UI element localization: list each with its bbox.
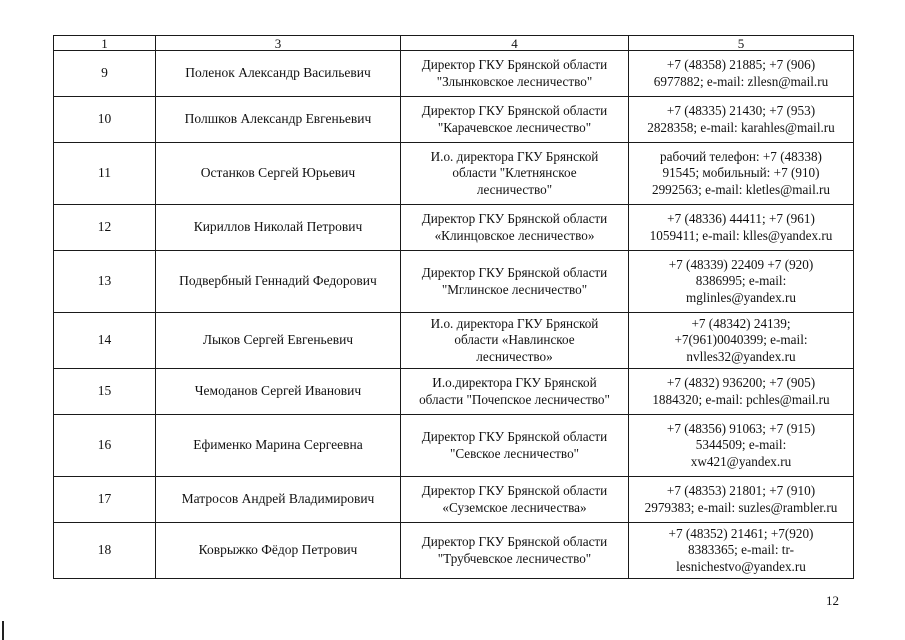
position-line: И.о.директора ГКУ Брянской (432, 375, 597, 390)
table-row (54, 143, 854, 205)
column-header-number: 1 (54, 36, 156, 51)
contact-line: 8383365; e-mail: tr- (688, 542, 794, 558)
contact-line: рабочий телефон: +7 (48338) (660, 148, 822, 164)
position-line: области "Клетнянское (452, 165, 577, 181)
row-number: 17 (54, 477, 156, 523)
contacts-table (53, 35, 854, 579)
contacts-cell (629, 369, 854, 415)
person-name: Лыков Сергей Евгеньевич (156, 313, 401, 369)
position-cell (401, 369, 629, 415)
contact-line: +7 (48353) 21801; +7 (910) (666, 483, 816, 498)
contacts-cell (629, 251, 854, 313)
position-line: области "Почепское лесничество" (419, 391, 610, 407)
page-number: 12 (826, 593, 839, 608)
person-name: Останков Сергей Юрьевич (156, 143, 401, 205)
position-line: Директор ГКУ Брянской области (421, 483, 608, 498)
contacts-cell (629, 477, 854, 523)
contact-line: 1059411; e-mail: klles@yandex.ru (649, 227, 833, 243)
header-row (54, 36, 854, 51)
row-number: 14 (54, 313, 156, 369)
person-name: Кириллов Николай Петрович (156, 205, 401, 251)
position-cell (401, 523, 629, 579)
position-cell (401, 477, 629, 523)
contacts-cell (629, 523, 854, 579)
row-number: 10 (54, 97, 156, 143)
contact-line: 2992563; e-mail: kletles@mail.ru (651, 181, 831, 197)
position-line: Директор ГКУ Брянской области (421, 429, 608, 444)
contact-line: +7 (48358) 21885; +7 (906) (666, 57, 816, 72)
contacts-cell (629, 143, 854, 205)
position-line: "Севское лесничество" (449, 445, 580, 461)
table-row (54, 251, 854, 313)
contact-line: +7 (4832) 936200; +7 (905) (666, 375, 816, 390)
position-cell (401, 415, 629, 477)
contact-line: 1884320; e-mail: pchles@mail.ru (652, 391, 830, 407)
person-name: Матросов Андрей Владимирович (156, 477, 401, 523)
person-name: Коврыжко Фёдор Петрович (156, 523, 401, 579)
row-number: 13 (54, 251, 156, 313)
position-cell (401, 313, 629, 369)
person-name: Чемоданов Сергей Иванович (156, 369, 401, 415)
contact-line: lesnichestvo@yandex.ru (676, 558, 806, 574)
contact-line: +7 (48342) 24139; (691, 315, 791, 331)
contacts-cell (629, 51, 854, 97)
column-header-contacts: 5 (629, 36, 854, 51)
contacts-cell (629, 313, 854, 369)
position-line: «Клинцовское лесничество» (434, 227, 595, 243)
contact-line: 6977882; e-mail: zllesn@mail.ru (653, 73, 829, 89)
row-number: 16 (54, 415, 156, 477)
person-name: Полшков Александр Евгеньевич (156, 97, 401, 143)
position-line: «Суземское лесничества» (442, 499, 587, 515)
contact-line: 8386995; e-mail: (695, 273, 787, 289)
position-cell (401, 205, 629, 251)
contact-line: +7 (48339) 22409 +7 (920) (668, 256, 814, 272)
contact-line: +7(961)0040399; e-mail: (674, 332, 808, 348)
table-row (54, 205, 854, 251)
position-cell (401, 251, 629, 313)
contact-line: 2979383; e-mail: suzles@rambler.ru (644, 499, 838, 515)
row-number: 18 (54, 523, 156, 579)
contact-line: nvlles32@yandex.ru (686, 348, 796, 364)
row-number: 12 (54, 205, 156, 251)
scan-edge-mark (2, 621, 4, 640)
contacts-cell (629, 97, 854, 143)
position-line: Директор ГКУ Брянской области (421, 103, 608, 118)
table-row (54, 477, 854, 523)
position-line: Директор ГКУ Брянской области (421, 211, 608, 226)
contact-line: 5344509; e-mail: (695, 437, 787, 453)
column-header-name: 3 (156, 36, 401, 51)
position-line: И.о. директора ГКУ Брянской (430, 148, 599, 164)
table-body (54, 51, 854, 579)
position-line: И.о. директора ГКУ Брянской (430, 315, 599, 331)
table-row (54, 313, 854, 369)
position-cell (401, 51, 629, 97)
position-line: лесничество" (476, 181, 553, 197)
position-line: Директор ГКУ Брянской области (421, 534, 608, 549)
row-number: 11 (54, 143, 156, 205)
column-header-position: 4 (401, 36, 629, 51)
table-row (54, 523, 854, 579)
position-line: "Карачевское лесничество" (437, 119, 592, 135)
row-number: 9 (54, 51, 156, 97)
position-line: "Злынковское лесничество" (436, 73, 593, 89)
position-cell (401, 97, 629, 143)
contact-line: +7 (48335) 21430; +7 (953) (666, 103, 816, 118)
contact-line: 2828358; e-mail: karahles@mail.ru (647, 119, 835, 135)
position-line: "Трубчевское лесничество" (437, 550, 592, 566)
contact-line: +7 (48352) 21461; +7(920) (668, 525, 814, 541)
table-row (54, 51, 854, 97)
position-cell (401, 143, 629, 205)
row-number: 15 (54, 369, 156, 415)
contact-line: mglinles@yandex.ru (686, 289, 796, 305)
table-row (54, 97, 854, 143)
position-line: Директор ГКУ Брянской области (421, 57, 608, 72)
contact-line: xw421@yandex.ru (690, 453, 792, 469)
contact-line: +7 (48356) 91063; +7 (915) (666, 420, 816, 436)
position-line: Директор ГКУ Брянской области (421, 265, 608, 280)
person-name: Ефименко Марина Сергеевна (156, 415, 401, 477)
contact-line: 91545; мобильный: +7 (910) (662, 165, 820, 181)
contacts-cell (629, 415, 854, 477)
table-row (54, 415, 854, 477)
person-name: Подвербный Геннадий Федорович (156, 251, 401, 313)
contacts-cell (629, 205, 854, 251)
position-line: области «Навлинское (454, 332, 575, 348)
table-row (54, 369, 854, 415)
contact-line: +7 (48336) 44411; +7 (961) (667, 211, 815, 226)
position-line: "Мглинское лесничество" (441, 281, 588, 297)
position-line: лесничество» (476, 348, 553, 364)
person-name: Поленок Александр Васильевич (156, 51, 401, 97)
